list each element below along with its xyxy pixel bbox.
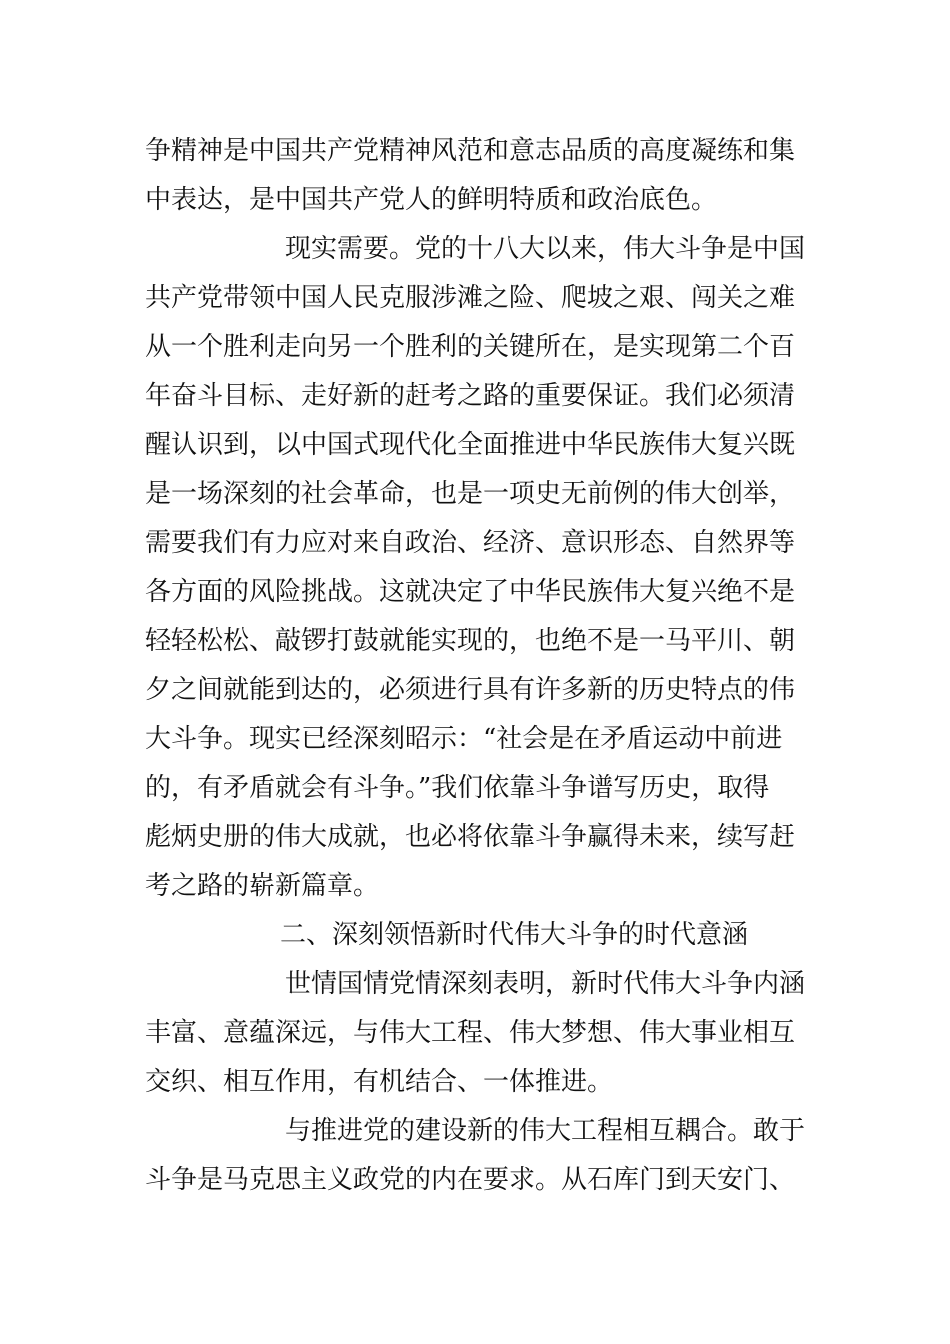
paragraph-line: 夕之间就能到达的，必须进行具有许多新的历史特点的伟 <box>145 675 796 705</box>
paragraph-line: 现实需要。党的十八大以来，伟大斗争是中国 <box>285 234 806 264</box>
paragraph-line: 共产党带领中国人民克服涉滩之险、爬坡之艰、闯关之难 <box>145 283 796 313</box>
paragraph-line: 大斗争。现实已经深刻昭示：“社会是在矛盾运动中前进 <box>145 724 783 754</box>
paragraph-line: 从一个胜利走向另一个胜利的关键所在，是实现第二个百 <box>145 332 796 362</box>
paragraph-line: 考之路的崭新篇章。 <box>145 871 380 901</box>
paragraph-line: 的，有矛盾就会有斗争。”我们依靠斗争谱写历史，取得 <box>145 773 770 803</box>
paragraph-line: 丰富、意蕴深远，与伟大工程、伟大梦想、伟大事业相互 <box>145 1018 796 1048</box>
paragraph-line: 交织、相互作用，有机结合、一体推进。 <box>145 1067 614 1097</box>
paragraph-line: 轻轻松松、敲锣打鼓就能实现的，也绝不是一马平川、朝 <box>145 626 796 656</box>
paragraph-line: 斗争是马克思主义政党的内在要求。从石库门到天安门、 <box>145 1165 796 1195</box>
section-heading: 二、深刻领悟新时代伟大斗争的时代意涵 <box>280 920 749 950</box>
paragraph-line: 彪炳史册的伟大成就，也必将依靠斗争赢得未来，续写赶 <box>145 822 796 852</box>
paragraph-line: 醒认识到，以中国式现代化全面推进中华民族伟大复兴既 <box>145 430 796 460</box>
paragraph-line: 与推进党的建设新的伟大工程相互耦合。敢于 <box>285 1116 806 1146</box>
paragraph-line: 中表达，是中国共产党人的鲜明特质和政治底色。 <box>145 185 718 215</box>
paragraph-line: 年奋斗目标、走好新的赶考之路的重要保证。我们必须清 <box>145 381 796 411</box>
paragraph-line: 需要我们有力应对来自政治、经济、意识形态、自然界等 <box>145 528 796 558</box>
paragraph-line: 世情国情党情深刻表明，新时代伟大斗争内涵 <box>285 969 806 999</box>
paragraph-line: 各方面的风险挑战。这就决定了中华民族伟大复兴绝不是 <box>145 577 796 607</box>
paragraph-line: 是一场深刻的社会革命，也是一项史无前例的伟大创举， <box>145 479 796 509</box>
paragraph-line: 争精神是中国共产党精神风范和意志品质的高度凝练和集 <box>145 136 796 166</box>
